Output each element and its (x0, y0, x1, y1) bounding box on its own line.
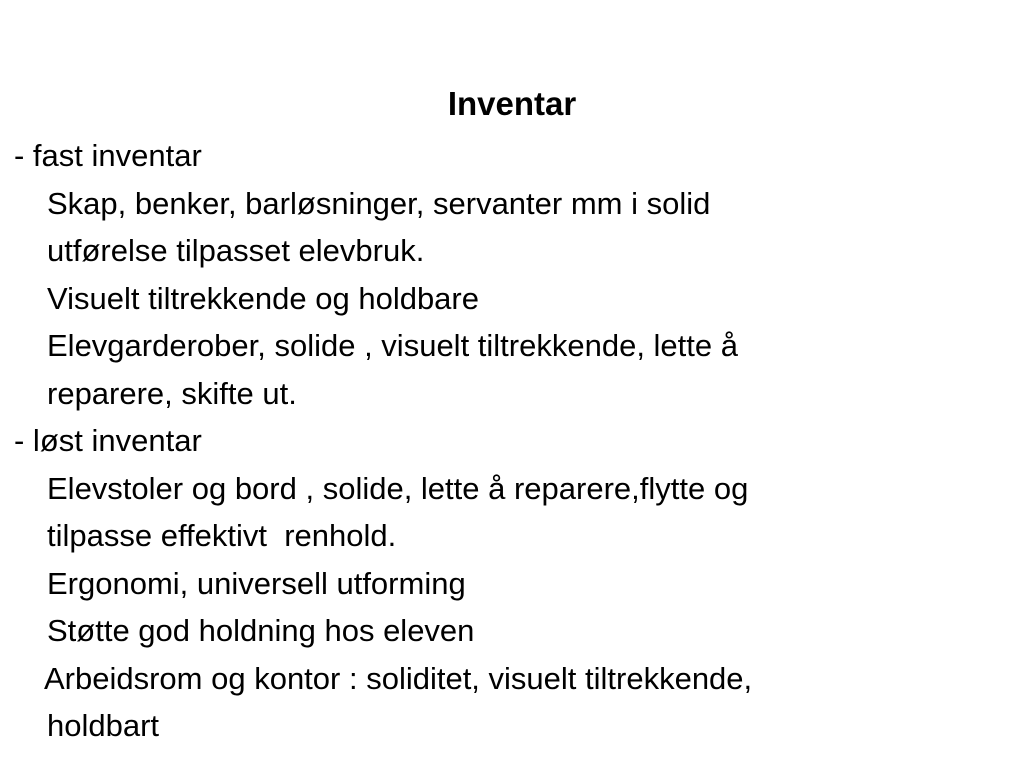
body-line: Elevgarderober, solide , visuelt tiltrekkende, lette å (47, 328, 738, 363)
bullet-fast-inventar: - fast inventar (14, 138, 202, 173)
slide-title: Inventar (447, 85, 577, 122)
body-line: Ergonomi, universell utforming (47, 565, 466, 601)
body-line: reparere, skifte ut. (47, 375, 297, 411)
body-line: holdbart (47, 708, 160, 743)
body-line: Skap, benker, barløsninger, servanter mm i solid (47, 185, 711, 221)
body-line: tilpasse effektivt renhold. (47, 518, 397, 553)
body-line: Visuelt tiltrekkende og holdbare (47, 280, 479, 316)
bullet-lost-inventar: - løst inventar (14, 423, 202, 458)
body-line: Støtte god holdning hos eleven (47, 613, 475, 648)
body-line: Elevstoler og bord , solide, lette å reparere,flytte og (47, 470, 749, 506)
slide-body (14, 132, 1014, 750)
body-line: utførelse tilpasset elevbruk. (47, 233, 425, 268)
body-line: Arbeidsrom og kontor : soliditet, visuelt tiltrekkende, (44, 660, 753, 696)
